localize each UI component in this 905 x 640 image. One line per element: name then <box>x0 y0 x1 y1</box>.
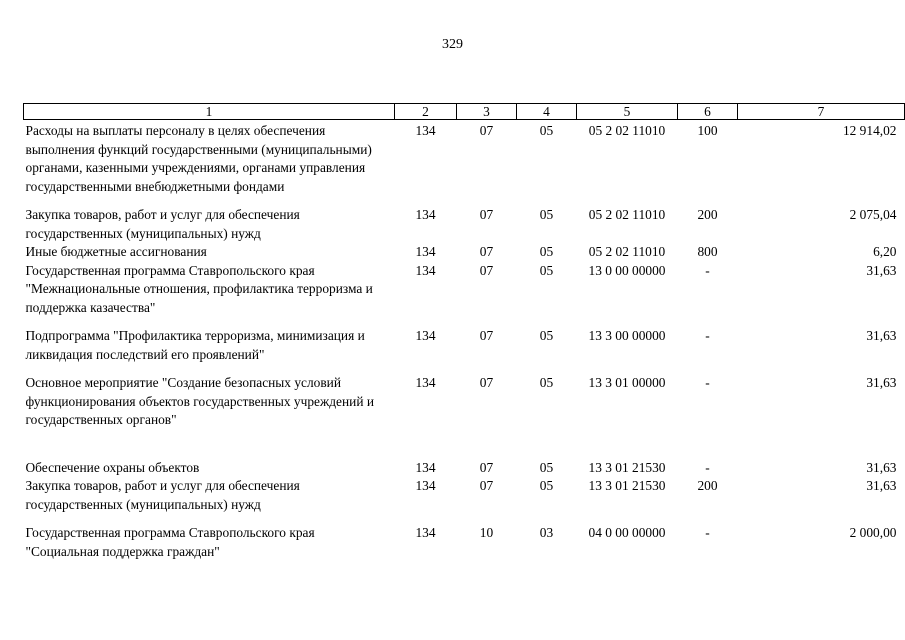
row-name: Закупка товаров, работ и услуг для обеспечения государственных (муниципальных) нужд <box>25 207 300 241</box>
row-col2: 134 <box>415 262 436 278</box>
row-name: Основное мероприятие "Создание безопасных условий функционирования объектов государственных учреждений и государственных органов" <box>25 375 375 427</box>
row-col2: 134 <box>415 207 436 222</box>
row-col7: 31,63 <box>866 262 897 278</box>
row-col4: 03 <box>539 525 554 540</box>
table-row <box>24 206 905 243</box>
row-col3: 07 <box>479 375 494 390</box>
row-col7: 2 075,04 <box>849 207 897 222</box>
row-col7: 31,63 <box>866 478 897 493</box>
row-col4: 05 <box>539 207 554 222</box>
table-row <box>24 374 905 459</box>
budget-table <box>23 103 905 561</box>
column-header-1: 1 <box>24 104 395 120</box>
column-header-5: 5 <box>577 104 678 120</box>
row-col6: - <box>705 375 710 390</box>
column-header-2: 2 <box>395 104 457 120</box>
table-header-row <box>24 104 905 120</box>
row-col7: 2 000,00 <box>849 525 897 540</box>
row-name: Закупка товаров, работ и услуг для обеспечения государственных (муниципальных) нужд <box>25 478 300 512</box>
row-name: Обеспечение охраны объектов <box>25 459 200 475</box>
row-name: Государственная программа Ставропольского края "Межнациональные отношения, профилактика терроризма и поддержка казачества" <box>25 262 373 315</box>
row-col2: 134 <box>415 123 436 138</box>
row-col7: 31,63 <box>866 459 897 475</box>
row-col6: 200 <box>697 478 718 493</box>
row-col3: 07 <box>479 262 494 278</box>
row-col7: 6,20 <box>873 244 897 259</box>
row-name: Иные бюджетные ассигнования <box>25 244 207 259</box>
row-col4: 05 <box>539 375 554 390</box>
row-col6: 800 <box>697 244 718 259</box>
row-col2: 134 <box>415 244 436 259</box>
row-col7: 31,63 <box>866 328 897 343</box>
column-header-6: 6 <box>678 104 738 120</box>
row-col3: 07 <box>479 207 494 222</box>
row-col3: 07 <box>479 328 494 343</box>
row-col5: 05 2 02 11010 <box>588 123 666 138</box>
page-number: 329 <box>442 37 463 52</box>
row-col3: 10 <box>479 525 494 540</box>
row-col4: 05 <box>539 478 554 493</box>
column-header-7: 7 <box>738 104 905 120</box>
row-col3: 07 <box>479 478 494 493</box>
row-col4: 05 <box>539 328 554 343</box>
row-col2: 134 <box>415 375 436 390</box>
row-col3: 07 <box>479 459 494 475</box>
row-col7: 31,63 <box>866 375 897 390</box>
row-col6: 100 <box>697 123 718 138</box>
row-col5: 13 3 01 21530 <box>588 478 666 493</box>
table-row <box>24 243 905 262</box>
row-col3: 07 <box>479 244 494 259</box>
table-row <box>24 120 905 207</box>
row-col5: 05 2 02 11010 <box>588 244 666 259</box>
row-name: Государственная программа Ставропольского края "Социальная поддержка граждан" <box>25 525 315 559</box>
row-col5: 13 0 00 00000 <box>588 262 666 278</box>
table-row <box>24 477 905 524</box>
table-row <box>24 262 905 328</box>
row-col6: 200 <box>697 207 718 222</box>
table-row <box>24 524 905 561</box>
row-col2: 134 <box>415 459 436 475</box>
row-col6: - <box>705 459 710 475</box>
row-col6: - <box>705 328 710 343</box>
row-col5: 13 3 01 00000 <box>588 375 666 390</box>
row-col4: 05 <box>539 123 554 138</box>
row-col2: 134 <box>415 478 436 493</box>
row-col4: 05 <box>539 459 554 475</box>
row-col5: 04 0 00 00000 <box>588 525 666 540</box>
row-col5: 13 3 00 00000 <box>588 328 666 343</box>
row-col5: 13 3 01 21530 <box>588 459 666 475</box>
row-name: Подпрограмма "Профилактика терроризма, минимизация и ликвидация последствий его проявлений" <box>25 328 365 362</box>
column-header-3: 3 <box>457 104 517 120</box>
row-col4: 05 <box>539 262 554 278</box>
row-col3: 07 <box>479 123 494 138</box>
row-col4: 05 <box>539 244 554 259</box>
row-col6: - <box>705 525 710 540</box>
column-header-4: 4 <box>517 104 577 120</box>
row-col7: 12 914,02 <box>842 123 897 138</box>
table-row <box>24 327 905 374</box>
table-row <box>24 459 905 478</box>
row-col2: 134 <box>415 525 436 540</box>
row-col5: 05 2 02 11010 <box>588 207 666 222</box>
row-name: Расходы на выплаты персоналу в целях обеспечения выполнения функций государственными (муниципальными) органами, казенными учреждениями, органами управления государственными внебюджетными фондами <box>25 123 372 194</box>
row-col2: 134 <box>415 328 436 343</box>
row-col6: - <box>705 262 710 278</box>
